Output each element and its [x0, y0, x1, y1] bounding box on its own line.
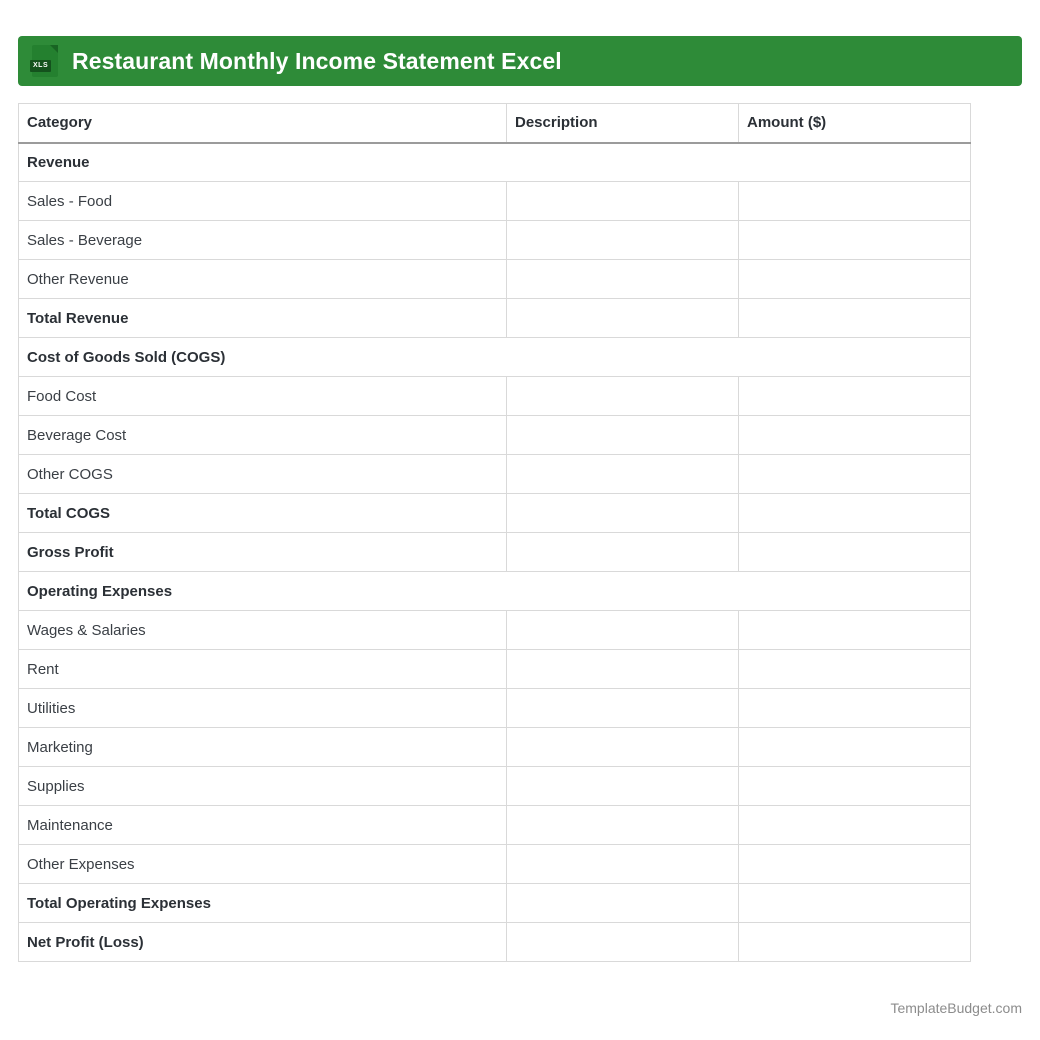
cell-description[interactable]	[507, 299, 739, 338]
cell-description[interactable]	[507, 494, 739, 533]
cell-amount[interactable]	[739, 377, 971, 416]
cell-description[interactable]	[507, 533, 739, 572]
cell-category: Food Cost	[19, 377, 507, 416]
table-header	[19, 104, 971, 143]
cell-description[interactable]	[507, 689, 739, 728]
cell-description[interactable]	[507, 416, 739, 455]
cell-description[interactable]	[507, 845, 739, 884]
table-row	[19, 299, 971, 338]
cell-amount[interactable]	[739, 299, 971, 338]
cell-category: Other Revenue	[19, 260, 507, 299]
cell-description[interactable]	[507, 923, 739, 962]
cell-category: Marketing	[19, 728, 507, 767]
table-row	[19, 689, 971, 728]
cell-category: Rent	[19, 650, 507, 689]
income-statement-table-wrapper	[18, 103, 970, 962]
cell-category: Sales - Food	[19, 182, 507, 221]
income-statement-table	[18, 103, 971, 962]
cell-category: Beverage Cost	[19, 416, 507, 455]
cell-description[interactable]	[507, 650, 739, 689]
xls-file-icon-label: XLS	[30, 60, 51, 72]
xls-file-icon	[32, 45, 58, 77]
section-header-cell: Revenue	[19, 143, 971, 182]
cell-category: Other COGS	[19, 455, 507, 494]
section-header-cell: Cost of Goods Sold (COGS)	[19, 338, 971, 377]
cell-amount[interactable]	[739, 260, 971, 299]
table-row	[19, 923, 971, 962]
xls-file-icon-fold	[50, 45, 58, 53]
cell-amount[interactable]	[739, 923, 971, 962]
table-row	[19, 416, 971, 455]
cell-description[interactable]	[507, 728, 739, 767]
cell-amount[interactable]	[739, 689, 971, 728]
cell-amount[interactable]	[739, 533, 971, 572]
table-row	[19, 533, 971, 572]
cell-category: Utilities	[19, 689, 507, 728]
cell-amount[interactable]	[739, 845, 971, 884]
cell-category: Total COGS	[19, 494, 507, 533]
cell-description[interactable]	[507, 377, 739, 416]
cell-description[interactable]	[507, 455, 739, 494]
cell-amount[interactable]	[739, 728, 971, 767]
table-row	[19, 767, 971, 806]
cell-category: Total Revenue	[19, 299, 507, 338]
cell-description[interactable]	[507, 260, 739, 299]
cell-amount[interactable]	[739, 884, 971, 923]
cell-category: Net Profit (Loss)	[19, 923, 507, 962]
table-row	[19, 611, 971, 650]
table-row	[19, 806, 971, 845]
cell-category: Total Operating Expenses	[19, 884, 507, 923]
cell-description[interactable]	[507, 611, 739, 650]
table-row	[19, 845, 971, 884]
cell-amount[interactable]	[739, 806, 971, 845]
cell-category: Maintenance	[19, 806, 507, 845]
cell-amount[interactable]	[739, 611, 971, 650]
table-row	[19, 377, 971, 416]
table-row	[19, 338, 971, 377]
cell-description[interactable]	[507, 806, 739, 845]
cell-amount[interactable]	[739, 221, 971, 260]
document-title-bar	[18, 36, 1022, 86]
table-row	[19, 884, 971, 923]
table-row	[19, 260, 971, 299]
cell-category: Sales - Beverage	[19, 221, 507, 260]
table-row	[19, 143, 971, 182]
column-header-description: Description	[507, 104, 739, 143]
cell-amount[interactable]	[739, 767, 971, 806]
cell-description[interactable]	[507, 884, 739, 923]
cell-category: Wages & Salaries	[19, 611, 507, 650]
table-row	[19, 728, 971, 767]
cell-amount[interactable]	[739, 182, 971, 221]
cell-description[interactable]	[507, 767, 739, 806]
cell-amount[interactable]	[739, 416, 971, 455]
cell-category: Supplies	[19, 767, 507, 806]
column-header-amount: Amount ($)	[739, 104, 971, 143]
table-row	[19, 221, 971, 260]
table-row	[19, 182, 971, 221]
table-row	[19, 455, 971, 494]
cell-amount[interactable]	[739, 650, 971, 689]
table-header-row	[19, 104, 971, 143]
section-header-cell: Operating Expenses	[19, 572, 971, 611]
table-row	[19, 572, 971, 611]
cell-description[interactable]	[507, 182, 739, 221]
cell-category: Gross Profit	[19, 533, 507, 572]
table-body	[19, 143, 971, 962]
cell-description[interactable]	[507, 221, 739, 260]
table-row	[19, 650, 971, 689]
cell-amount[interactable]	[739, 494, 971, 533]
page-title: Restaurant Monthly Income Statement Excel	[72, 47, 562, 74]
column-header-category: Category	[19, 104, 507, 143]
site-attribution: TemplateBudget.com	[890, 1000, 1022, 1016]
table-row	[19, 494, 971, 533]
cell-amount[interactable]	[739, 455, 971, 494]
cell-category: Other Expenses	[19, 845, 507, 884]
